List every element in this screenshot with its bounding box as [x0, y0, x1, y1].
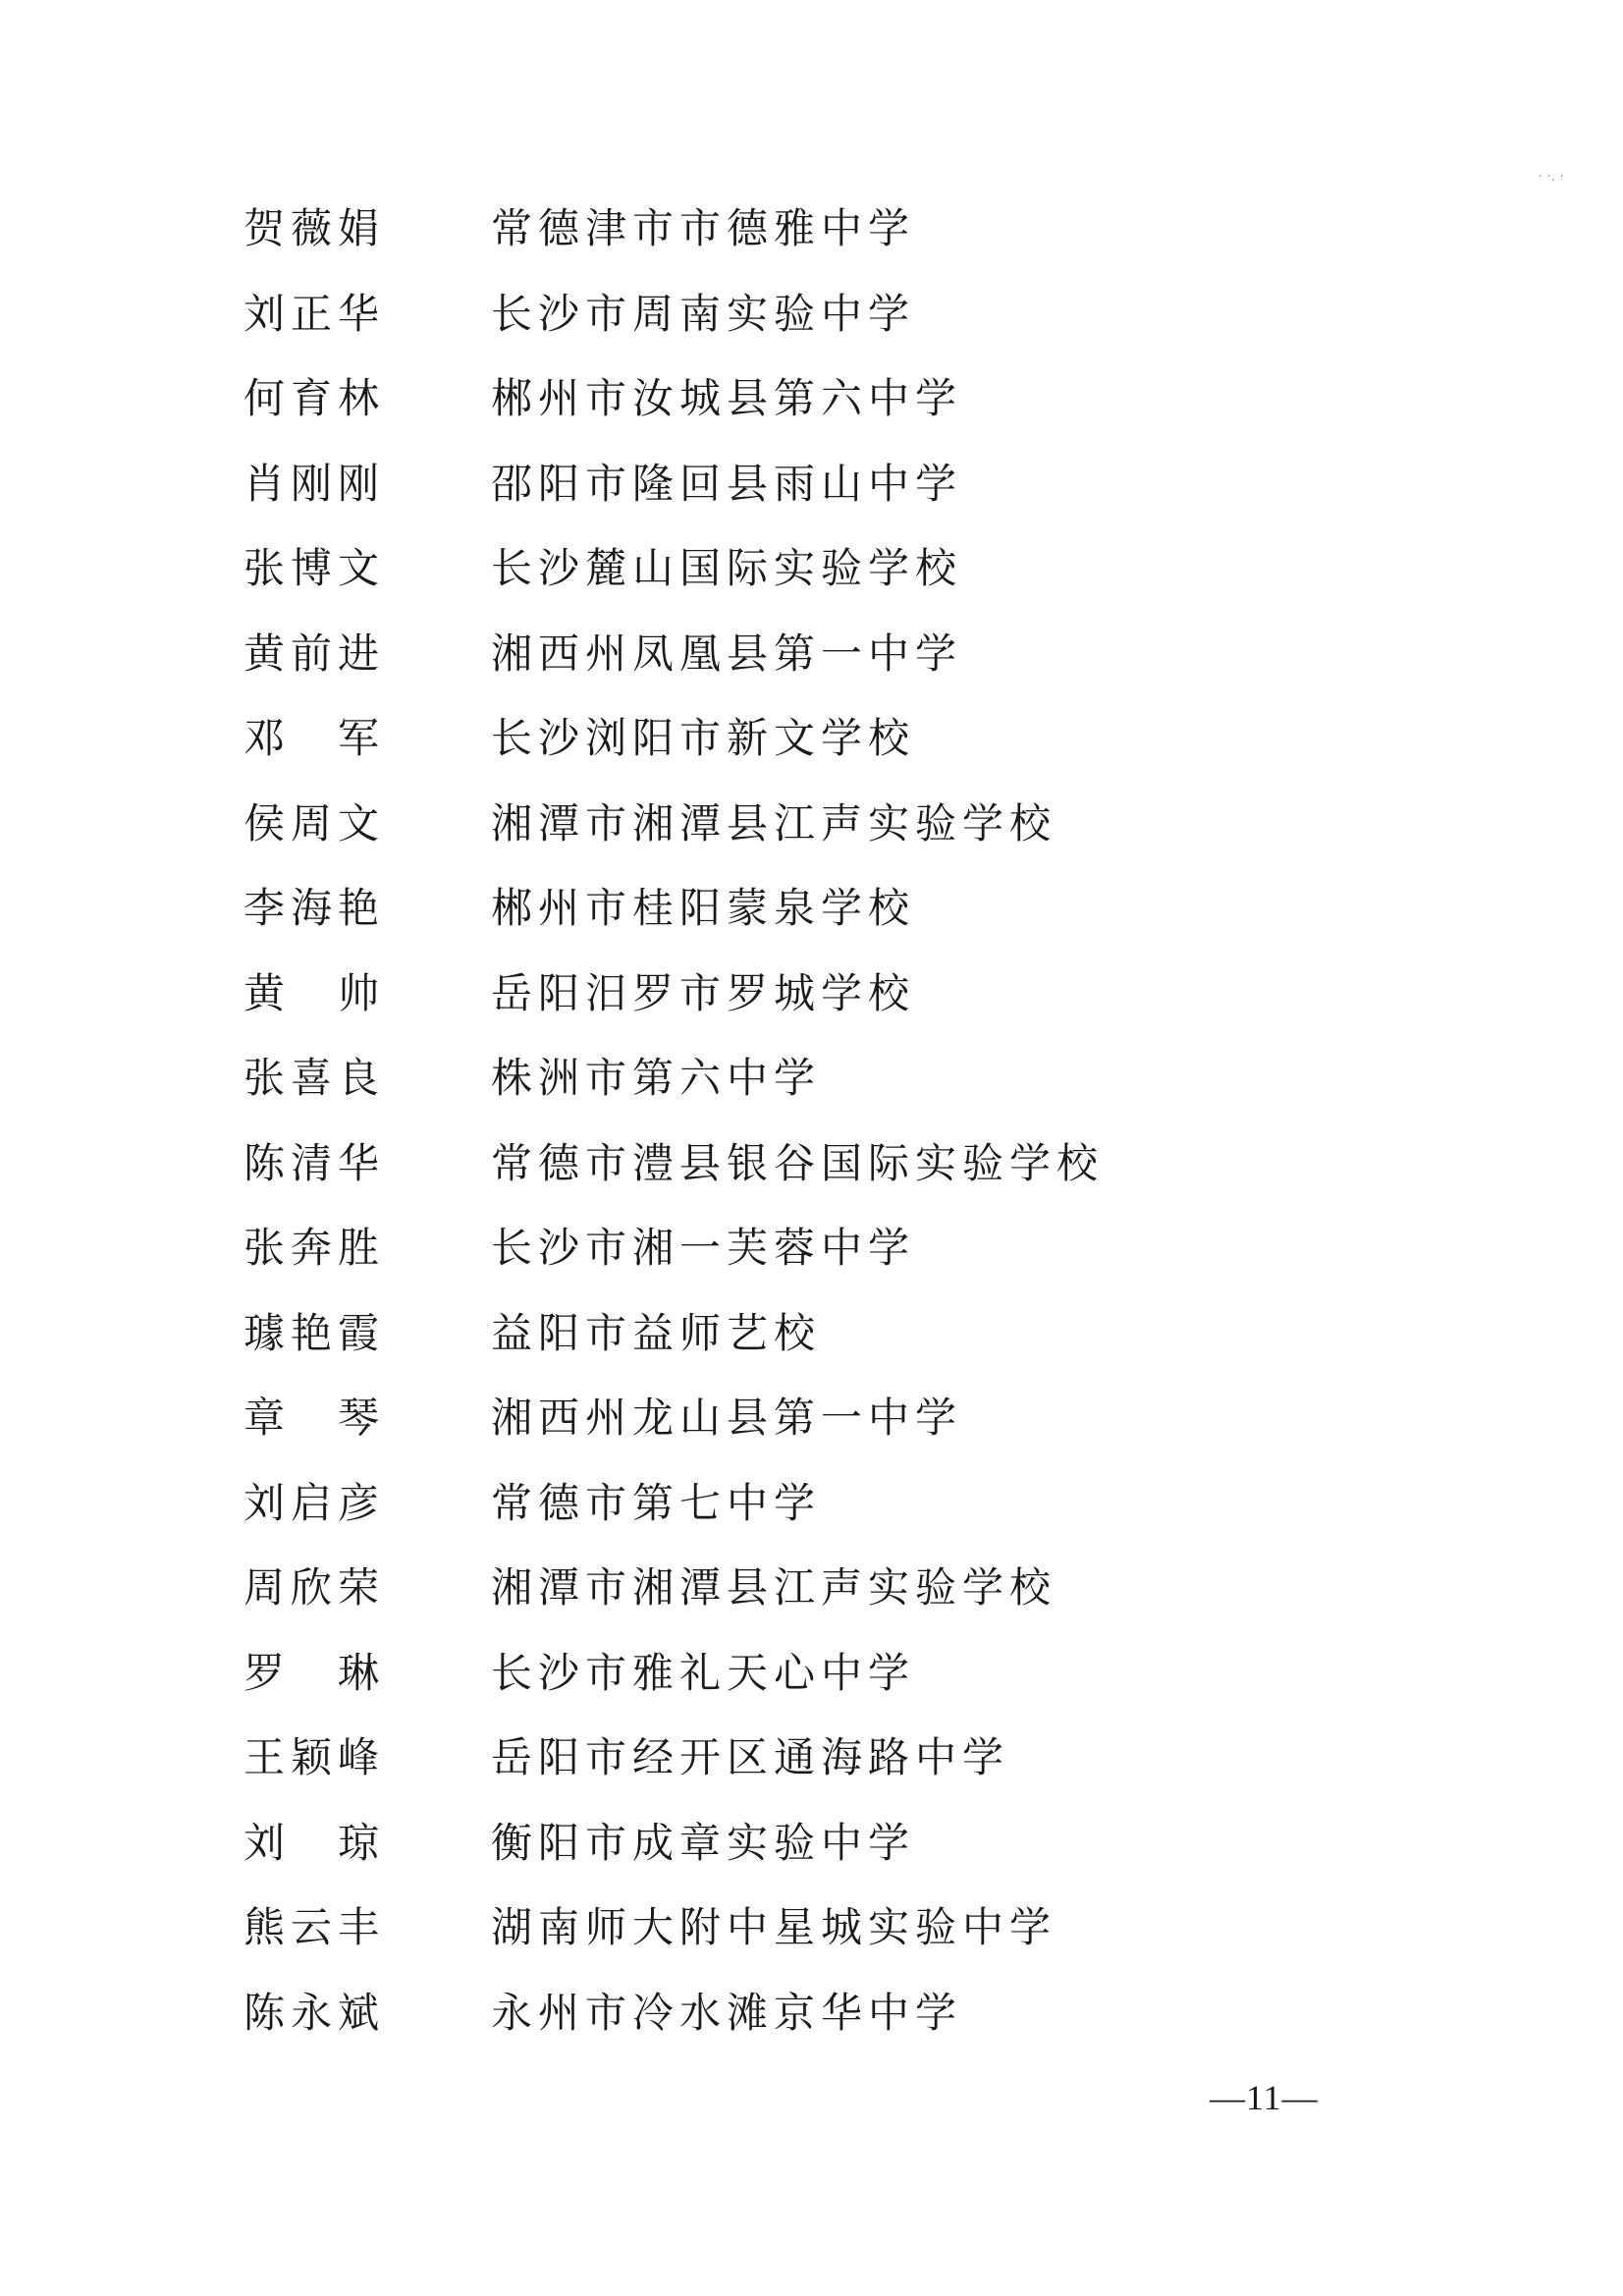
roster-row: [243, 1801, 1422, 1886]
person-name: 刘正华: [243, 289, 386, 338]
school-name: 衡阳市成章实验中学: [491, 1818, 916, 1867]
scan-speck: · ·. ·: [1538, 169, 1564, 185]
school-name: 常德市澧县银谷国际实验学校: [491, 1138, 1105, 1187]
person-name: 刘 琼: [243, 1818, 386, 1867]
roster-row: [243, 1886, 1422, 1971]
roster-row: [243, 1631, 1422, 1717]
school-name: 益阳市益师艺校: [491, 1308, 822, 1357]
person-name: 章 琴: [243, 1394, 386, 1443]
roster-list: [243, 187, 1422, 2055]
school-name: 湖南师大附中星城实验中学: [491, 1903, 1057, 1952]
roster-row: [243, 1036, 1422, 1121]
roster-row: [243, 1206, 1422, 1291]
person-name: 罗 琳: [243, 1648, 386, 1697]
roster-row: [243, 442, 1422, 527]
school-name: 湘潭市湘潭县江声实验学校: [491, 798, 1057, 847]
school-name: 常德津市市德雅中学: [491, 204, 916, 253]
roster-row: [243, 612, 1422, 697]
roster-row: [243, 1291, 1422, 1377]
person-name: 邓 军: [243, 714, 386, 763]
person-name: 璩艳霞: [243, 1308, 386, 1357]
school-name: 岳阳汨罗市罗城学校: [491, 968, 916, 1017]
school-name: 株洲市第六中学: [491, 1054, 822, 1103]
person-name: 刘启彦: [243, 1478, 386, 1527]
school-name: 郴州市桂阳蒙泉学校: [491, 884, 916, 933]
school-name: 永州市冷水滩京华中学: [491, 1988, 963, 2037]
person-name: 熊云丰: [243, 1903, 386, 1952]
roster-row: [243, 526, 1422, 612]
roster-row: [243, 356, 1422, 442]
school-name: 长沙市湘一芙蓉中学: [491, 1224, 916, 1273]
school-name: 常德市第七中学: [491, 1478, 822, 1527]
school-name: 长沙浏阳市新文学校: [491, 714, 916, 763]
roster-row: [243, 1546, 1422, 1631]
person-name: 陈清华: [243, 1138, 386, 1187]
page-number: —11—: [1210, 2078, 1319, 2117]
roster-row: [243, 1376, 1422, 1461]
person-name: 侯周文: [243, 798, 386, 847]
person-name: 贺薇娟: [243, 204, 386, 253]
roster-row: [243, 272, 1422, 357]
person-name: 张奔胜: [243, 1224, 386, 1273]
person-name: 何育林: [243, 374, 386, 423]
roster-row: [243, 696, 1422, 782]
roster-row: [243, 782, 1422, 867]
roster-row: [243, 187, 1422, 272]
school-name: 湘西州凤凰县第一中学: [491, 629, 963, 678]
person-name: 周欣荣: [243, 1563, 386, 1613]
school-name: 岳阳市经开区通海路中学: [491, 1733, 1010, 1782]
person-name: 黄前进: [243, 629, 386, 678]
person-name: 张博文: [243, 544, 386, 593]
school-name: 邵阳市隆回县雨山中学: [491, 459, 963, 508]
roster-row: [243, 1971, 1422, 2056]
person-name: 黄 帅: [243, 968, 386, 1017]
roster-row: [243, 952, 1422, 1037]
roster-row: [243, 866, 1422, 952]
person-name: 李海艳: [243, 884, 386, 933]
person-name: 陈永斌: [243, 1988, 386, 2037]
person-name: 肖刚刚: [243, 459, 386, 508]
school-name: 长沙市周南实验中学: [491, 289, 916, 338]
school-name: 湘潭市湘潭县江声实验学校: [491, 1563, 1057, 1613]
school-name: 湘西州龙山县第一中学: [491, 1394, 963, 1443]
roster-row: [243, 1461, 1422, 1547]
school-name: 郴州市汝城县第六中学: [491, 374, 963, 423]
school-name: 长沙麓山国际实验学校: [491, 544, 963, 593]
person-name: 张喜良: [243, 1054, 386, 1103]
roster-row: [243, 1121, 1422, 1207]
person-name: 王颖峰: [243, 1733, 386, 1782]
roster-row: [243, 1716, 1422, 1801]
school-name: 长沙市雅礼天心中学: [491, 1648, 916, 1697]
